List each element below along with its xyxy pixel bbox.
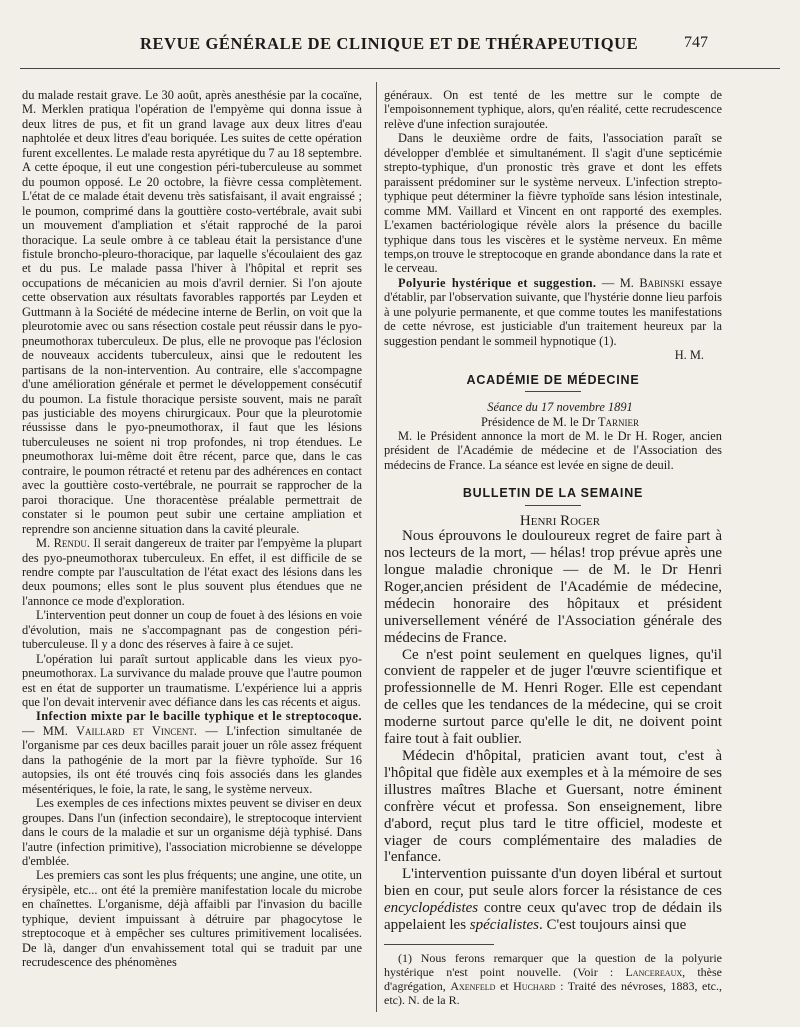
paragraph: L'intervention peut donner un coup de fouet à des lésions en voie d'évolution, mais ne s'accompagnant pas de congestion péri-tuberculeuse. Il y a donc des réserves à faire à ce sujet.: [22, 608, 362, 652]
footnote-part: , thèse d'agrégation,: [384, 964, 722, 993]
footnote-part: : Traité des névroses, 1883, etc., etc). N. de la R.: [384, 978, 722, 1007]
paragraph: L'opération lui paraît surtout applicable dans les vieux pyo-pneumothorax. La survivance du malade prouve que l'autre poumon est en état de supporter un traumatisme. L'expérience lui a appris que l'on devait intervenir avec défiance dans les cas récents et aigus.: [22, 651, 362, 710]
paragraph-text: L'intervention puissante d'un doyen libéral et surtout bien en cour, put seule alors forcer la résistance de ces: [384, 866, 722, 900]
footnote-text: [384, 951, 722, 1007]
runin-title: Infection mixte par le bacille typhique et le streptocoque.: [36, 709, 362, 724]
column-divider: [376, 82, 377, 1012]
footnote-rule: [384, 944, 494, 945]
paragraph-text: . C'est toujours ainsi que: [538, 917, 687, 934]
session-date: Séance du 17 novembre 1891: [487, 400, 633, 415]
section-title-academie: ACADÉMIE DE MÉDECINE: [466, 372, 640, 387]
session-presidence: [384, 415, 722, 429]
paragraph: Dans le deuxième ordre de faits, l'association paraît se développer d'emblée et simultanément. Il s'agit d'une septicémie strepto-typhique, d'un pronostic très grave et dont les effets paraissent prédominer sur le système nerveux. L'infection strepto-typhique peut déterminer la fièvre typhoïde sans lésion intestinale, comme MM. Vaillard et Vincent en ont rapporté des exemples. L'examen bactériologique révèle alors la présence du bacille typhique dans tous les viscères et le système nerveux. En même temps,on trouve le streptocoque en grande abondance dans la rate et le cerveau.: [384, 131, 722, 276]
bulletin-author: Henri Roger: [519, 512, 601, 529]
author-name: M. Babinski: [619, 275, 685, 290]
page-number: 747: [684, 34, 708, 51]
paragraph-text: contre ceux qu'avec trop de dédain ils appelaient les: [384, 900, 722, 934]
signature: H. M.: [674, 348, 704, 363]
paragraph: [384, 866, 722, 934]
section-rule: [525, 391, 581, 392]
paragraph: Polyurie hystérique et suggestion. — M. Babinski essaye d'établir, par l'observation suivante, que l'hystérie donne lieu parfois à une polyurie permanente, et que comme toutes les manifestations de cette névrose, est justiciable d'un traitement heureux par la suggestion pendant le sommeil hypnotique (1).: [384, 275, 722, 348]
footnote-part: (1) Nous ferons remarquer que la question de la polyurie hystérique n'est point nouvelle. (Voir :: [384, 950, 722, 979]
presidence-prefix: Présidence de M. le Dr: [480, 414, 595, 429]
right-column: [384, 88, 722, 1007]
section-rule: [525, 505, 581, 506]
author-name: Huchard: [513, 978, 556, 993]
paragraph: Nous éprouvons le douloureux regret de faire part à nos lecteurs de la mort, — hélas! trop prévue après une longue maladie chronique — de M. le Dr Henri Roger,ancien président de l'Académie de médecine, médecin honoraire des hôpitaux et président universellement vénéré de l'Association générale des médecins de France.: [384, 528, 722, 646]
bulletin-body: [384, 528, 722, 934]
paragraph: Ce n'est point seulement en quelques lignes, qu'il convient de rappeler et de juger l'œuvre scientifique et professionnelle de M. Henri Roger. Elle est cependant de celles que les tendances de la médecine, qui se croit moderne surtout parce qu'elle le dit, ne doivent point faire tout à fait oublier.: [384, 646, 722, 748]
runin-title: Polyurie hystérique et suggestion.: [398, 275, 597, 290]
emphasis: spécialistes: [469, 917, 539, 934]
paragraph-text: essaye d'établir, par l'observation suivante, que l'hystérie donne lieu parfois à une polyurie permanente, et que comme toutes les manifestations de cette névrose, est justiciable d'un traitement heureux par la suggestion pendant le sommeil hypnotique (1).: [384, 275, 722, 348]
paragraph: Infection mixte par le bacille typhique et le streptocoque. — MM. Vaillard et Vincent. — L'infection simultanée de l'organisme par ces deux bacilles parait jouer un rôle assez fréquent dans la pathogénie de la mort par la fièvre typhoïde. Sur 16 autopsies, ils ont été trouvés cinq fois associés dans les glandes mésentériques, le foie, la rate, le sang, le système nerveux.: [22, 709, 362, 796]
footnote-part: et: [499, 978, 509, 993]
author-name: Lancereaux: [625, 964, 683, 979]
section-title-bulletin: BULLETIN DE LA SEMAINE: [462, 486, 644, 501]
emphasis: encyclopédistes: [384, 900, 479, 917]
paragraph: généraux. On est tenté de les mettre sur le compte de l'empoisonnement typhique, alors, qu'en réalité, cette recrudescence relève d'une infection surajoutée.: [384, 88, 722, 131]
paragraph: M. Rendu. Il serait dangereux de traiter par l'empyème la plupart des pyo-pneumothorax tuberculeux. En effet, il est difficile de se rendre compte par l'auscultation de l'état exact des lésions dans les deux poumons; elles sont le plus souvent plus étendues que ne l'annonce ce mode d'exploration.: [22, 536, 363, 608]
author-name: MM. Vaillard et Vincent: [42, 723, 194, 738]
header-rule: [20, 68, 780, 69]
footnote: [384, 951, 722, 1007]
paragraph: M. le Président annonce la mort de M. le Dr H. Roger, ancien président de l'Académie de médecine et de l'Association des médecins de France. La séance est levée en signe de deuil.: [384, 428, 722, 472]
paragraph: du malade restait grave. Le 30 août, après anesthésie par la cocaïne, M. Merklen pratiqua l'opération de l'empyème qui donna issue à deux litres de pus, et fit un grand lavage aux deux litres d'eau naphtolée et deux litres d'eau boriquée. Les suites de cette opération furent excellentes. Le malade resta apyrétique du 7 au 18 septembre. A cette époque, il eut une congestion péri-tuberculeuse au sommet du poumon opposé. Le 20 octobre, la fièvre cessa complètement. L'état de ce malade était devenu très satisfaisant, il avait engraissé ; le poumon, comprimé dans la gouttière costo-vertébrale, avait subi un mouvement d'ampliation et s'était rapproché de la paroi thoracique. La seule ombre à ce tableau était la persistance d'une fistule broncho-pleuro-thoracique, par laquelle s'écoulaient des gaz et du pus. Le malade passa l'hiver à l'hôpital et reprit ses occupations de mécanicien au mois d'avril dernier. Si l'on ajoute cette observation aux résultats favorables rapportés par Leyden et Guttmann à la Société de médecine interne de Berlin, on voit que la pleurotomie avec ou sans résection costale peut réussir dans le pyo-pneumothorax tuberculeux. De plus, elle ne provoque pas l'éclosion de nouveaux accidents tuberculeux, ainsi que le redoutent les partisans de la non-intervention. Au contraire, elle s'accompagne d'une amélioration générale et permet le développement consécutif du poumon. La fistule thoracique persiste souvent, mais ne paraît pas justiciable des moyens chirurgicaux. Pour que la pleurotomie réussisse dans le pyo-pneumothorax, il faut que les lésions tuberculeuses ne soient ni trop profondes, ni trop étendues. Le pneumothorax lui-même doit être récent, parce que, dans le cas contraire, le poumon rétracté et retenu par des adhérences en contact avec la gouttière costo-vertébrale, ne pourrait se rapprocher de la paroi thoracique. Une thoracentèse préalable permettrait de constater si le poumon peut subir une certaine ampliation et reprendre son ancienne situation dans la cavité pleurale.: [22, 88, 362, 536]
author-name: Rendu: [53, 536, 87, 551]
left-column: [22, 88, 362, 970]
presidence-name: Tarnier: [597, 414, 640, 429]
paragraph: Les premiers cas sont les plus fréquents; une angine, une otite, un érysipèle, etc... ont été la première manifestation locale du microbe en chaînettes. L'organisme, déjà affaibli par l'invasion du bacille typhique, devient impuissant à détruire par phagocytose le streptocoque et à empêcher ses cultures primitivement localisées. De là, danger d'un envahissement total qui se traduit par une recrudescence des phénomènes: [22, 868, 362, 970]
running-title: REVUE GÉNÉRALE DE CLINIQUE ET DE THÉRAPEUTIQUE: [140, 34, 639, 53]
paragraph-text: L'infection simultanée de l'organisme par ces deux bacilles parait jouer un rôle assez fréquent dans la pathogénie de la mort par la fièvre typhoïde. Sur 16 autopsies, ils ont été trouvés cinq fois associés dans les glandes mésentériques, le foie, la rate, le sang, le système nerveux.: [22, 723, 362, 796]
paragraph-text: . Il serait dangereux de traiter par l'empyème la plupart des pyo-pneumothorax tuberculeux. En effet, il est difficile de se rendre compte par l'auscultation de l'état exact des lésions dans les deux poumons; elles sont le plus souvent plus étendues que ne l'annonce ce mode d'exploration.: [22, 536, 363, 608]
author-name: Axenfeld: [450, 978, 496, 993]
paragraph: Médecin d'hôpital, praticien avant tout, c'est à l'hôpital que fidèle aux exemples et à la mémoire de ses illustres maîtres Blache et Guersant, notre éminent confrère vécut et professa. Son enseignement, libre d'abord, reçut plus tard le titre officiel, modeste et viager de cours complémentaire des maladies de l'enfance.: [384, 748, 722, 866]
paragraph: Les exemples de ces infections mixtes peuvent se diviser en deux groupes. Dans l'un (infection secondaire), le streptocoque intervient dans le cours de la maladie et sur un organisme déjà typhisé. Dans l'autre (infection primitive), l'association microbienne se développe d'emblée.: [22, 796, 362, 869]
running-head: [0, 30, 800, 58]
